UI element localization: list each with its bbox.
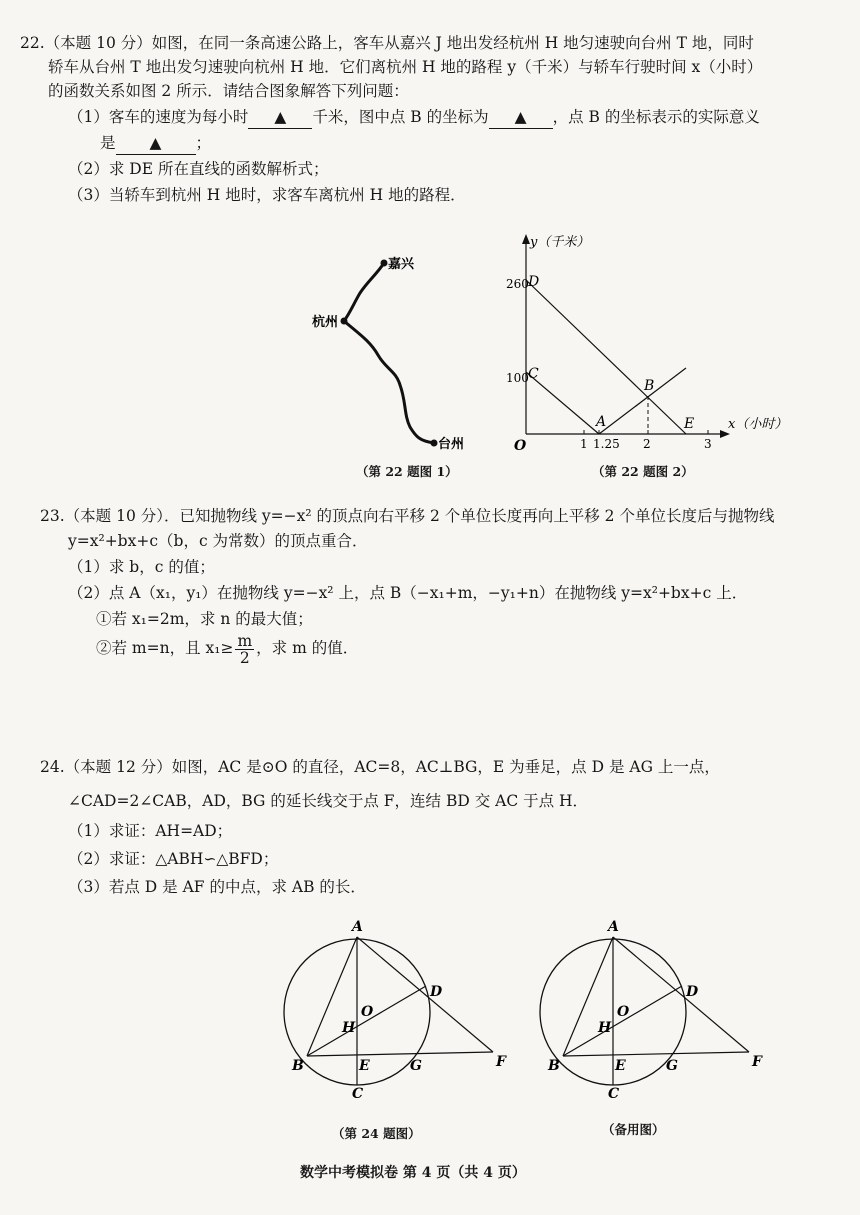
answer-blank: ▲ <box>116 132 196 155</box>
y-tick-100: 100 <box>506 371 529 385</box>
q23-sub2: ②若 m=n，且 x₁≥ $\frac{m}{2}$ ，求 m 的值． <box>96 631 359 667</box>
answer-blank: ▲ <box>489 106 553 129</box>
q24-line2: ∠CAD=2∠CAB，AD，BG 的延长线交于点 F，连结 BD 交 AC 于点 H． <box>68 792 589 810</box>
q24-backup-caption: （备用图） <box>602 1122 665 1137</box>
point-E: E <box>684 416 695 432</box>
q22-part1: （1）客车的速度为每小时 ▲ 千米，图中点 B 的坐标为 ▲ ，点 B 的坐标表示的实际意义 <box>68 106 760 129</box>
q23-sub1: ①若 x₁=2m，求 n 的最大值； <box>96 610 313 628</box>
q24-figure-main <box>280 910 530 1100</box>
backup-label-D: D <box>686 984 699 1000</box>
x-tick-1: 1 <box>580 437 588 451</box>
q24-figure-caption: （第 24 题图） <box>332 1126 421 1141</box>
label-hangzhou: 杭州 <box>312 315 339 330</box>
point-B: B <box>644 378 655 394</box>
fig24-label-F: F <box>496 1054 506 1070</box>
fig24-label-C: C <box>352 1086 364 1102</box>
backup-label-E: E <box>615 1058 626 1074</box>
point-A: A <box>596 414 607 430</box>
q22-figure2-caption: （第 22 题图 2） <box>592 464 694 479</box>
q23-line1: 23.（本题 10 分）．已知抛物线 y=−x² 的顶点向右平移 2 个单位长度再向上平移 2 个单位长度后与抛物线 <box>40 507 775 525</box>
q23-line2: y=x²+bx+c（b，c 为常数）的顶点重合． <box>68 532 368 550</box>
q24-part3: （3）若点 D 是 AF 的中点，求 AB 的长． <box>68 878 366 896</box>
x-axis-label: x（小时） <box>728 417 788 432</box>
fig24-label-G: G <box>410 1058 422 1074</box>
fig24-label-A: A <box>352 919 363 935</box>
backup-label-O: O <box>617 1004 630 1020</box>
q22-part2: （2）求 DE 所在直线的函数解析式； <box>68 160 329 178</box>
q23-part1: （1）求 b，c 的值； <box>68 558 215 576</box>
point-C: C <box>528 366 539 382</box>
q22-line2: 轿车从台州 T 地出发匀速驶向杭州 H 地．它们离杭州 H 地的路程 y（千米）与轿车行驶时间 x（小时） <box>48 58 763 76</box>
q22-part1-cont: 是 ▲ ； <box>100 132 211 155</box>
q24-line1: 24.（本题 12 分）如图，AC 是⊙O 的直径，AC=8，AC⊥BG，E 为垂足，点 D 是 AG 上一点， <box>40 758 720 776</box>
x-tick-1.25: 1.25 <box>593 437 620 451</box>
backup-label-C: C <box>608 1086 620 1102</box>
x-tick-3: 3 <box>704 437 712 451</box>
q23-part2: （2）点 A（x₁，y₁）在抛物线 y=−x² 上，点 B（−x₁+m，−y₁+n）在抛物线 y=x²+bx+c 上． <box>68 584 748 602</box>
fraction-m-over-2: $\frac{m}{2}$ <box>237 631 253 667</box>
backup-label-A: A <box>608 919 619 935</box>
q24-part1: （1）求证：AH=AD； <box>68 822 233 840</box>
label-jiaxing: 嘉兴 <box>388 257 415 272</box>
q22-figure1-caption: （第 22 题图 1） <box>356 464 458 479</box>
q22-figure1-route-map <box>300 245 500 470</box>
q22-part3: （3）当轿车到杭州 H 地时，求客车离杭州 H 地的路程． <box>68 186 466 204</box>
backup-label-H: H <box>598 1020 612 1036</box>
fig24-label-H: H <box>342 1020 356 1036</box>
answer-blank: ▲ <box>248 106 312 129</box>
q24-figure-backup <box>536 910 786 1100</box>
q24-part2: （2）求证：△ABH∽△BFD； <box>68 850 279 868</box>
point-D: D <box>528 274 540 290</box>
fig24-label-E: E <box>359 1058 370 1074</box>
x-tick-2: 2 <box>643 437 651 451</box>
q22-line3: 的函数关系如图 2 所示．请结合图象解答下列问题： <box>48 82 409 100</box>
fig24-label-B: B <box>292 1058 304 1074</box>
y-tick-260: 260 <box>506 277 529 291</box>
backup-label-G: G <box>666 1058 678 1074</box>
backup-label-B: B <box>548 1058 560 1074</box>
q22-figure2-graph <box>500 232 790 462</box>
q22-line1: 22.（本题 10 分）如图，在同一条高速公路上，客车从嘉兴 J 地出发经杭州 H 地匀速驶向台州 T 地，同时 <box>20 34 754 52</box>
label-taizhou: 台州 <box>438 437 465 452</box>
origin-label: O <box>514 438 527 454</box>
fig24-label-D: D <box>430 984 443 1000</box>
fig24-label-O: O <box>361 1004 374 1020</box>
y-axis-label: y（千米） <box>530 235 590 250</box>
page-footer: 数学中考模拟卷 第 4 页（共 4 页） <box>300 1165 526 1181</box>
backup-label-F: F <box>752 1054 762 1070</box>
